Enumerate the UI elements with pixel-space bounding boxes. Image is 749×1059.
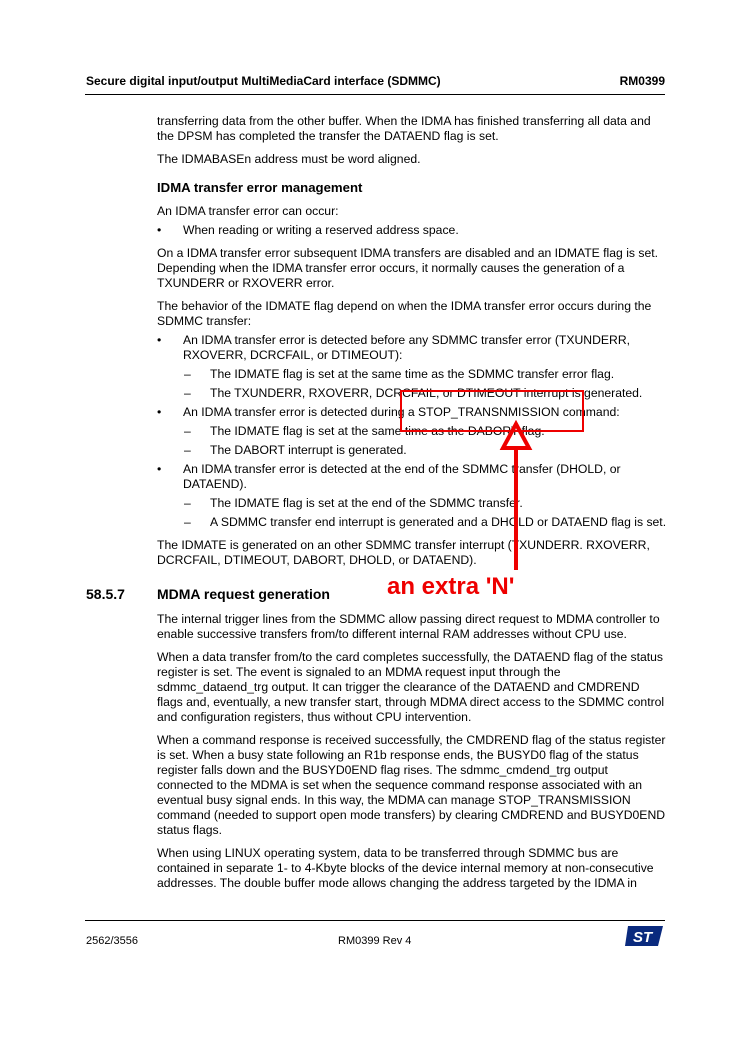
annotation-arrow-icon	[490, 418, 542, 570]
annotation-label: an extra 'N'	[387, 573, 515, 600]
paragraph: When a data transfer from/to the card completes successfully, the DATAEND flag of the status register is set. The event is signaled to an MDMA request input through the sdmmc_dataend_trg output. It can trigger the clearance of the DATAEND and CMDREND flags and, eventually, a new transfer start, through MDMA direct access to the SDMMC control and configuration registers, thus without CPU intervention.	[157, 650, 665, 724]
dash-item	[157, 367, 667, 382]
dash-marker: –	[184, 443, 191, 457]
bullet-item	[157, 462, 667, 492]
bullet-item	[157, 223, 667, 238]
section-number: 58.5.7	[86, 586, 125, 602]
bullet-marker: •	[157, 462, 162, 476]
dash-marker: –	[184, 386, 191, 400]
footer-revision: RM0399 Rev 4	[338, 935, 412, 947]
dash-text: The IDMATE flag is set at the same time as the SDMMC transfer error flag.	[210, 367, 615, 381]
st-logo-icon	[625, 926, 663, 946]
bullet-text: An IDMA transfer error is detected during a STOP_TRANSNMISSION command:	[183, 405, 620, 419]
dash-marker: –	[184, 424, 191, 438]
bullet-text: An IDMA transfer error is detected before any SDMMC transfer error (TXUNDERR, RXOVERR, DCRCFAIL, or DTIMEOUT):	[183, 333, 631, 362]
paragraph: The behavior of the IDMATE flag depend on when the IDMA transfer error occurs during the SDMMC transfer:	[157, 299, 652, 328]
bullet-marker: •	[157, 223, 162, 237]
section-title: MDMA request generation	[157, 586, 330, 602]
bullet-text: When reading or writing a reserved address space.	[183, 223, 459, 237]
dash-marker: –	[184, 515, 191, 529]
dash-text: The DABORT interrupt is generated.	[210, 443, 407, 457]
paragraph: transferring data from the other buffer. When the IDMA has finished transferring all data and the DPSM has completed the transfer the DATAEND flag is set.	[157, 114, 651, 143]
paragraph: When using LINUX operating system, data to be transferred through SDMMC bus are contained in separate 1- to 4-Kbyte blocks of the device internal memory at non-consecutive addresses. The double buffer mode allows changing the address targeted by the IDMA in	[157, 846, 654, 890]
footer-divider	[85, 920, 665, 921]
dash-text: The IDMATE flag is set at the end of the SDMMC transfer.	[210, 496, 523, 510]
paragraph: An IDMA transfer error can occur:	[157, 204, 339, 218]
paragraph: The IDMABASEn address must be word aligned.	[157, 152, 421, 166]
paragraph: The IDMATE is generated on an other SDMMC transfer interrupt (TXUNDERR. RXOVERR, DCRCFAIL, DTIMEOUT, DABORT, DHOLD, or DATAEND).	[157, 538, 650, 567]
header-divider	[85, 94, 665, 95]
page-header-doc-id: RM0399	[619, 74, 665, 88]
dash-text: A SDMMC transfer end interrupt is generated and a DHOLD or DATAEND flag is set.	[210, 515, 667, 529]
paragraph: On a IDMA transfer error subsequent IDMA transfers are disabled and an IDMATE flag is set. Depending when the IDMA transfer error occurs, it normally causes the generation of a TXUNDERR or RXOVERR error.	[157, 246, 659, 290]
paragraph: When a command response is received successfully, the CMDREND flag of the status register is set. When a busy state following an R1b response ends, the BUSYD0 flag of the status register falls down and the BUSYD0END flag rises. The sdmmc_cmdend_trg output connected to the MDMA is set when the sequence command response associated with an eventual busy signal ends. In this way, the MDMA can manage STOP_TRANSMISSION command (needed to support open mode transfers) by clearing CMDREND and BUSYD0END status flags.	[157, 733, 666, 837]
dash-marker: –	[184, 496, 191, 510]
bullet-marker: •	[157, 405, 162, 419]
dash-marker: –	[184, 367, 191, 381]
dash-item	[157, 515, 667, 530]
bullet-marker: •	[157, 333, 162, 347]
footer-page-number: 2562/3556	[86, 935, 138, 947]
dash-item	[157, 496, 667, 511]
dash-text: The IDMATE flag is set at the same time as the DABORT flag.	[210, 424, 545, 438]
subsection-heading: IDMA transfer error management	[157, 180, 363, 195]
document-body	[86, 114, 667, 899]
paragraph: The internal trigger lines from the SDMMC allow passing direct request to MDMA controller to enable successive transfers from/to different internal RAM addresses without CPU use.	[157, 612, 660, 641]
dash-text: The TXUNDERR, RXOVERR, DCRCFAIL, or DTIMEOUT interrupt is generated.	[210, 386, 643, 400]
svg-text:ST: ST	[633, 929, 653, 946]
page-header-title: Secure digital input/output MultiMediaCard interface (SDMMC)	[86, 74, 441, 88]
bullet-item	[157, 333, 667, 363]
bullet-text: An IDMA transfer error is detected at the end of the SDMMC transfer (DHOLD, or DATAEND).	[183, 462, 621, 491]
dash-item	[157, 443, 667, 458]
